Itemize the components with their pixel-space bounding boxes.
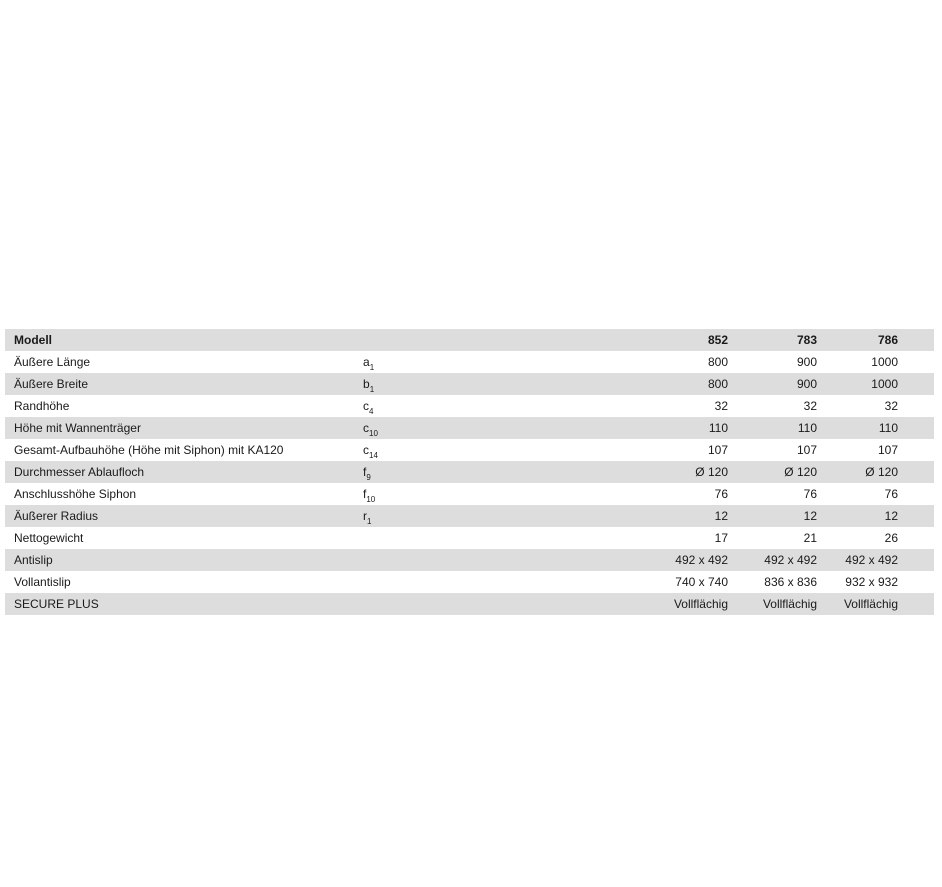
row-label: SECURE PLUS (14, 597, 99, 611)
symbol-subscript: 9 (366, 473, 371, 482)
row-label: Nettogewicht (14, 531, 84, 545)
symbol-subscript: 1 (367, 517, 372, 526)
row-symbol (355, 483, 585, 505)
row-label: Randhöhe (14, 399, 70, 413)
symbol-letter: b (363, 377, 370, 391)
row-value-783: 107 (796, 443, 817, 457)
row-value-786: 26 (884, 531, 898, 545)
row-symbol (355, 527, 585, 549)
row-value-852: 800 (707, 377, 728, 391)
row-value-783: 76 (803, 487, 817, 501)
row-label: Vollantislip (14, 575, 71, 589)
symbol-letter: f (363, 465, 367, 479)
row-symbol (355, 439, 585, 461)
pad-cell (898, 593, 934, 615)
row-value-852: 107 (707, 443, 728, 457)
table-row (5, 439, 934, 461)
row-value-852: 740 x 740 (675, 575, 728, 589)
table-row (5, 395, 934, 417)
pad-cell (898, 417, 934, 439)
row-label: Äußerer Radius (14, 509, 99, 523)
pad-cell (898, 439, 934, 461)
row-label: Äußere Breite (14, 377, 89, 391)
symbol-letter: c (363, 443, 369, 457)
pad-cell (898, 571, 934, 593)
symbol-letter: c (363, 421, 369, 435)
row-value-786: 110 (878, 421, 898, 435)
row-symbol (355, 549, 585, 571)
pad-cell (898, 373, 934, 395)
row-symbol (355, 417, 585, 439)
symbol-letter: f (363, 487, 367, 501)
row-value-783: Vollflächig (762, 597, 817, 611)
row-value-786: 1000 (871, 377, 898, 391)
pad-cell (898, 461, 934, 483)
row-value-783: 32 (803, 399, 817, 413)
row-value-852: 17 (714, 531, 728, 545)
row-value-783: 492 x 492 (764, 553, 817, 567)
symbol-letter: c (363, 399, 369, 413)
row-value-786: 76 (884, 487, 898, 501)
symbol-subscript: 10 (366, 495, 376, 504)
header-symbol-cell (355, 329, 585, 351)
row-value-852: 492 x 492 (675, 553, 728, 567)
row-symbol (355, 571, 585, 593)
row-value-783: 110 (797, 421, 817, 435)
table-row (5, 593, 934, 615)
header-row (5, 329, 934, 351)
row-value-852: 800 (707, 355, 728, 369)
symbol-subscript: 1 (369, 385, 375, 394)
row-value-783: 21 (803, 531, 817, 545)
header-model-852: 852 (707, 333, 728, 347)
symbol-subscript: 14 (369, 451, 378, 460)
row-value-783: Ø 120 (784, 465, 817, 479)
row-value-783: 836 x 836 (764, 575, 817, 589)
row-symbol (355, 505, 585, 527)
symbol-subscript: 4 (369, 407, 374, 416)
pad-cell (898, 395, 934, 417)
row-value-852: 110 (708, 421, 728, 435)
row-symbol (355, 461, 585, 483)
header-label: Modell (14, 333, 52, 347)
row-value-783: 900 (796, 377, 817, 391)
table-row (5, 351, 934, 373)
table-row (5, 373, 934, 395)
row-value-852: 76 (714, 487, 728, 501)
row-value-786: 32 (884, 399, 898, 413)
row-label: Antislip (14, 553, 53, 567)
row-value-786: 1000 (871, 355, 898, 369)
row-value-852: 32 (714, 399, 728, 413)
symbol-letter: a (363, 355, 370, 369)
row-label: Durchmesser Ablaufloch (14, 465, 145, 479)
pad-cell (898, 527, 934, 549)
row-value-783: 12 (803, 509, 817, 523)
row-value-786: Ø 120 (865, 465, 898, 479)
table-row (5, 549, 934, 571)
row-label: Gesamt-Aufbauhöhe (Höhe mit Siphon) mit KA120 (14, 443, 284, 457)
table-row (5, 527, 934, 549)
spec-table (5, 329, 934, 615)
row-symbol (355, 395, 585, 417)
row-value-786: 107 (877, 443, 898, 457)
symbol-subscript: 10 (369, 429, 378, 438)
row-symbol (355, 593, 585, 615)
row-value-852: Vollflächig (673, 597, 728, 611)
row-label: Anschlusshöhe Siphon (14, 487, 137, 501)
row-label: Höhe mit Wannenträger (14, 421, 141, 435)
pad-cell (898, 549, 934, 571)
row-value-786: 932 x 932 (845, 575, 898, 589)
pad-cell (898, 329, 934, 351)
row-value-786: 12 (884, 509, 898, 523)
table-row (5, 505, 934, 527)
pad-cell (898, 505, 934, 527)
symbol-subscript: 1 (369, 363, 375, 372)
row-value-852: 12 (714, 509, 728, 523)
row-value-786: 492 x 492 (845, 553, 898, 567)
table-row (5, 571, 934, 593)
row-value-786: Vollflächig (843, 597, 898, 611)
row-label: Äußere Länge (14, 355, 91, 369)
row-value-783: 900 (796, 355, 817, 369)
table-row (5, 417, 934, 439)
header-model-786: 786 (877, 333, 898, 347)
row-symbol (355, 351, 585, 373)
header-model-783: 783 (796, 333, 817, 347)
symbol-letter: r (363, 509, 367, 523)
row-value-852: Ø 120 (695, 465, 728, 479)
pad-cell (898, 483, 934, 505)
pad-cell (898, 351, 934, 373)
row-symbol (355, 373, 585, 395)
spec-table-body (5, 329, 934, 615)
table-row (5, 483, 934, 505)
table-row (5, 461, 934, 483)
